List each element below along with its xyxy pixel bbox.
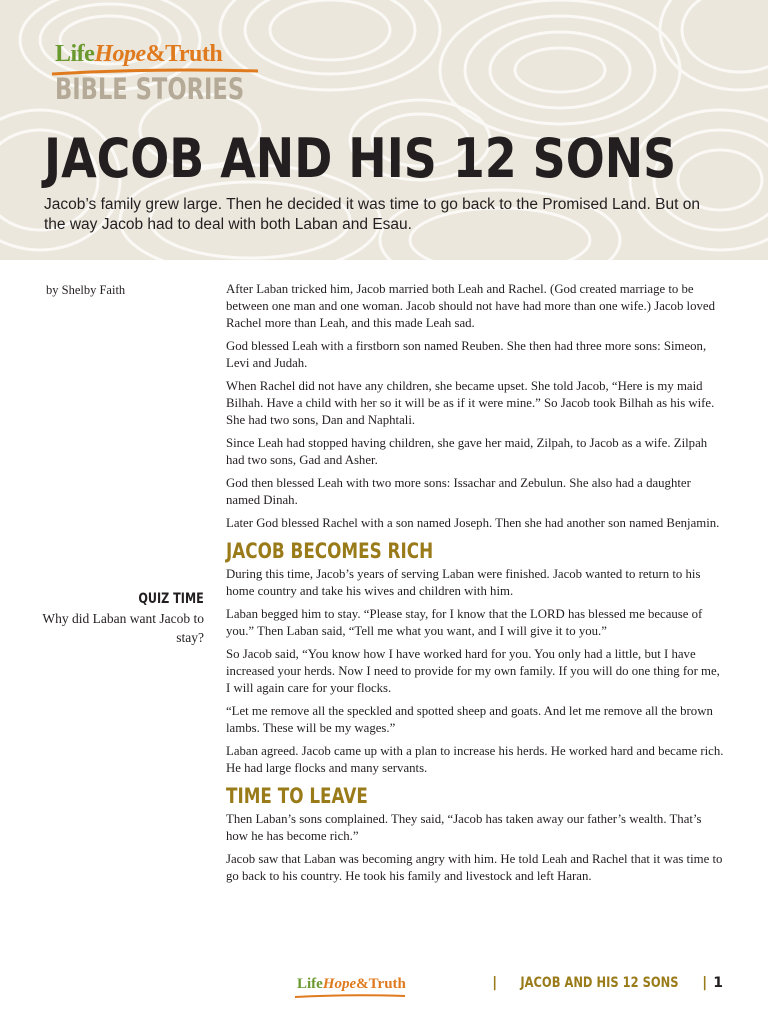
paragraph: Laban begged him to stay. “Please stay, for I know that the LORD has blessed me because of you.” Then Laban said, “Tell me what you want, and I will give it to you.” (226, 607, 703, 638)
paragraph: After Laban tricked him, Jacob married both Leah and Rachel. (God created marriage to be between one man and one woman. Jacob should not have had more than one wife.) Jacob loved Rachel more than Leah, and this made Leah sad. (226, 282, 715, 330)
footer-logo-life: Life (297, 976, 323, 992)
article-body (226, 281, 726, 891)
footer-logo-truth: &Truth (356, 976, 406, 992)
series-label: BIBLE STORIES (55, 72, 245, 106)
section-heading-jacob-becomes-rich: JACOB BECOMES RICH (226, 539, 434, 563)
paragraph: Then Laban’s sons complained. They said, “Jacob has taken away our father’s wealth. That’s how he has become rich.” (226, 812, 702, 843)
paragraph: “Let me remove all the speckled and spotted sheep and goats. And let me remove all the brown lambs. These will be my wages.” (226, 704, 713, 735)
footer-title: JACOB AND HIS 12 SONS (520, 975, 679, 991)
paragraph: When Rachel did not have any children, she became upset. She told Jacob, “Here is my maid Bilhah. Have a child with her so it will be as if it were mine.” So Jacob took Bilhah as his wife. She had two sons, Dan and Naphtali. (226, 379, 715, 427)
paragraph: Laban agreed. Jacob came up with a plan to increase his herds. He worked hard and became rich. He had large flocks and many servants. (226, 744, 724, 775)
quiz-label: QUIZ TIME (138, 591, 204, 607)
footer-logo-hope: Hope (322, 976, 357, 992)
quiz-question: Why did Laban want Jacob to stay? (42, 611, 204, 645)
paragraph: During this time, Jacob’s years of serving Laban were finished. Jacob wanted to return to his home country and take his wives and children with him. (226, 567, 701, 598)
paragraph: So Jacob said, “You know how I have worked hard for you. You only had a little, but I have increased your herds. Now I need to provide for my own family. If you will do one thing for me, I will again care for your flocks. (226, 647, 720, 695)
page-subtitle: Jacob’s family grew large. Then he decided it was time to go back to the Promised Land. But on the way Jacob had to deal with both Laban and Esau. (44, 196, 700, 233)
paragraph: God blessed Leah with a firstborn son named Reuben. She then had three more sons: Simeon, Levi and Judah. (226, 339, 707, 370)
page-title: JACOB AND HIS 12 SONS (44, 127, 677, 190)
paragraph: Later God blessed Rachel with a son named Joseph. Then she had another son named Benjamin. (226, 516, 720, 530)
brand-logo[interactable] (55, 42, 222, 66)
logo-part-life: Life (55, 41, 95, 67)
header-banner (0, 0, 768, 260)
paragraph: Jacob saw that Laban was becoming angry with him. He told Leah and Rachel that it was time to go back to his country. He took his family and livestock and left Haran. (226, 852, 723, 883)
logo-part-hope: Hope (94, 41, 146, 67)
author-byline: by Shelby Faith (46, 283, 126, 297)
footer-logo[interactable] (297, 976, 406, 993)
page-number: 1 (713, 975, 723, 991)
paragraph: God then blessed Leah with two more sons: Issachar and Zebulun. She also had a daughter named Dinah. (226, 476, 691, 507)
footer-separator: | (702, 975, 708, 991)
footer-page-info (486, 975, 723, 991)
quiz-sidebar (40, 590, 204, 647)
section-heading-time-to-leave: TIME TO LEAVE (226, 784, 368, 808)
paragraph: Since Leah had stopped having children, she gave her maid, Zilpah, to Jacob as a wife. Zilpah had two sons, Gad and Asher. (226, 436, 708, 467)
logo-part-truth: &Truth (145, 41, 223, 67)
footer-logo-swoosh-icon (294, 993, 406, 999)
footer-separator: | (492, 975, 498, 991)
